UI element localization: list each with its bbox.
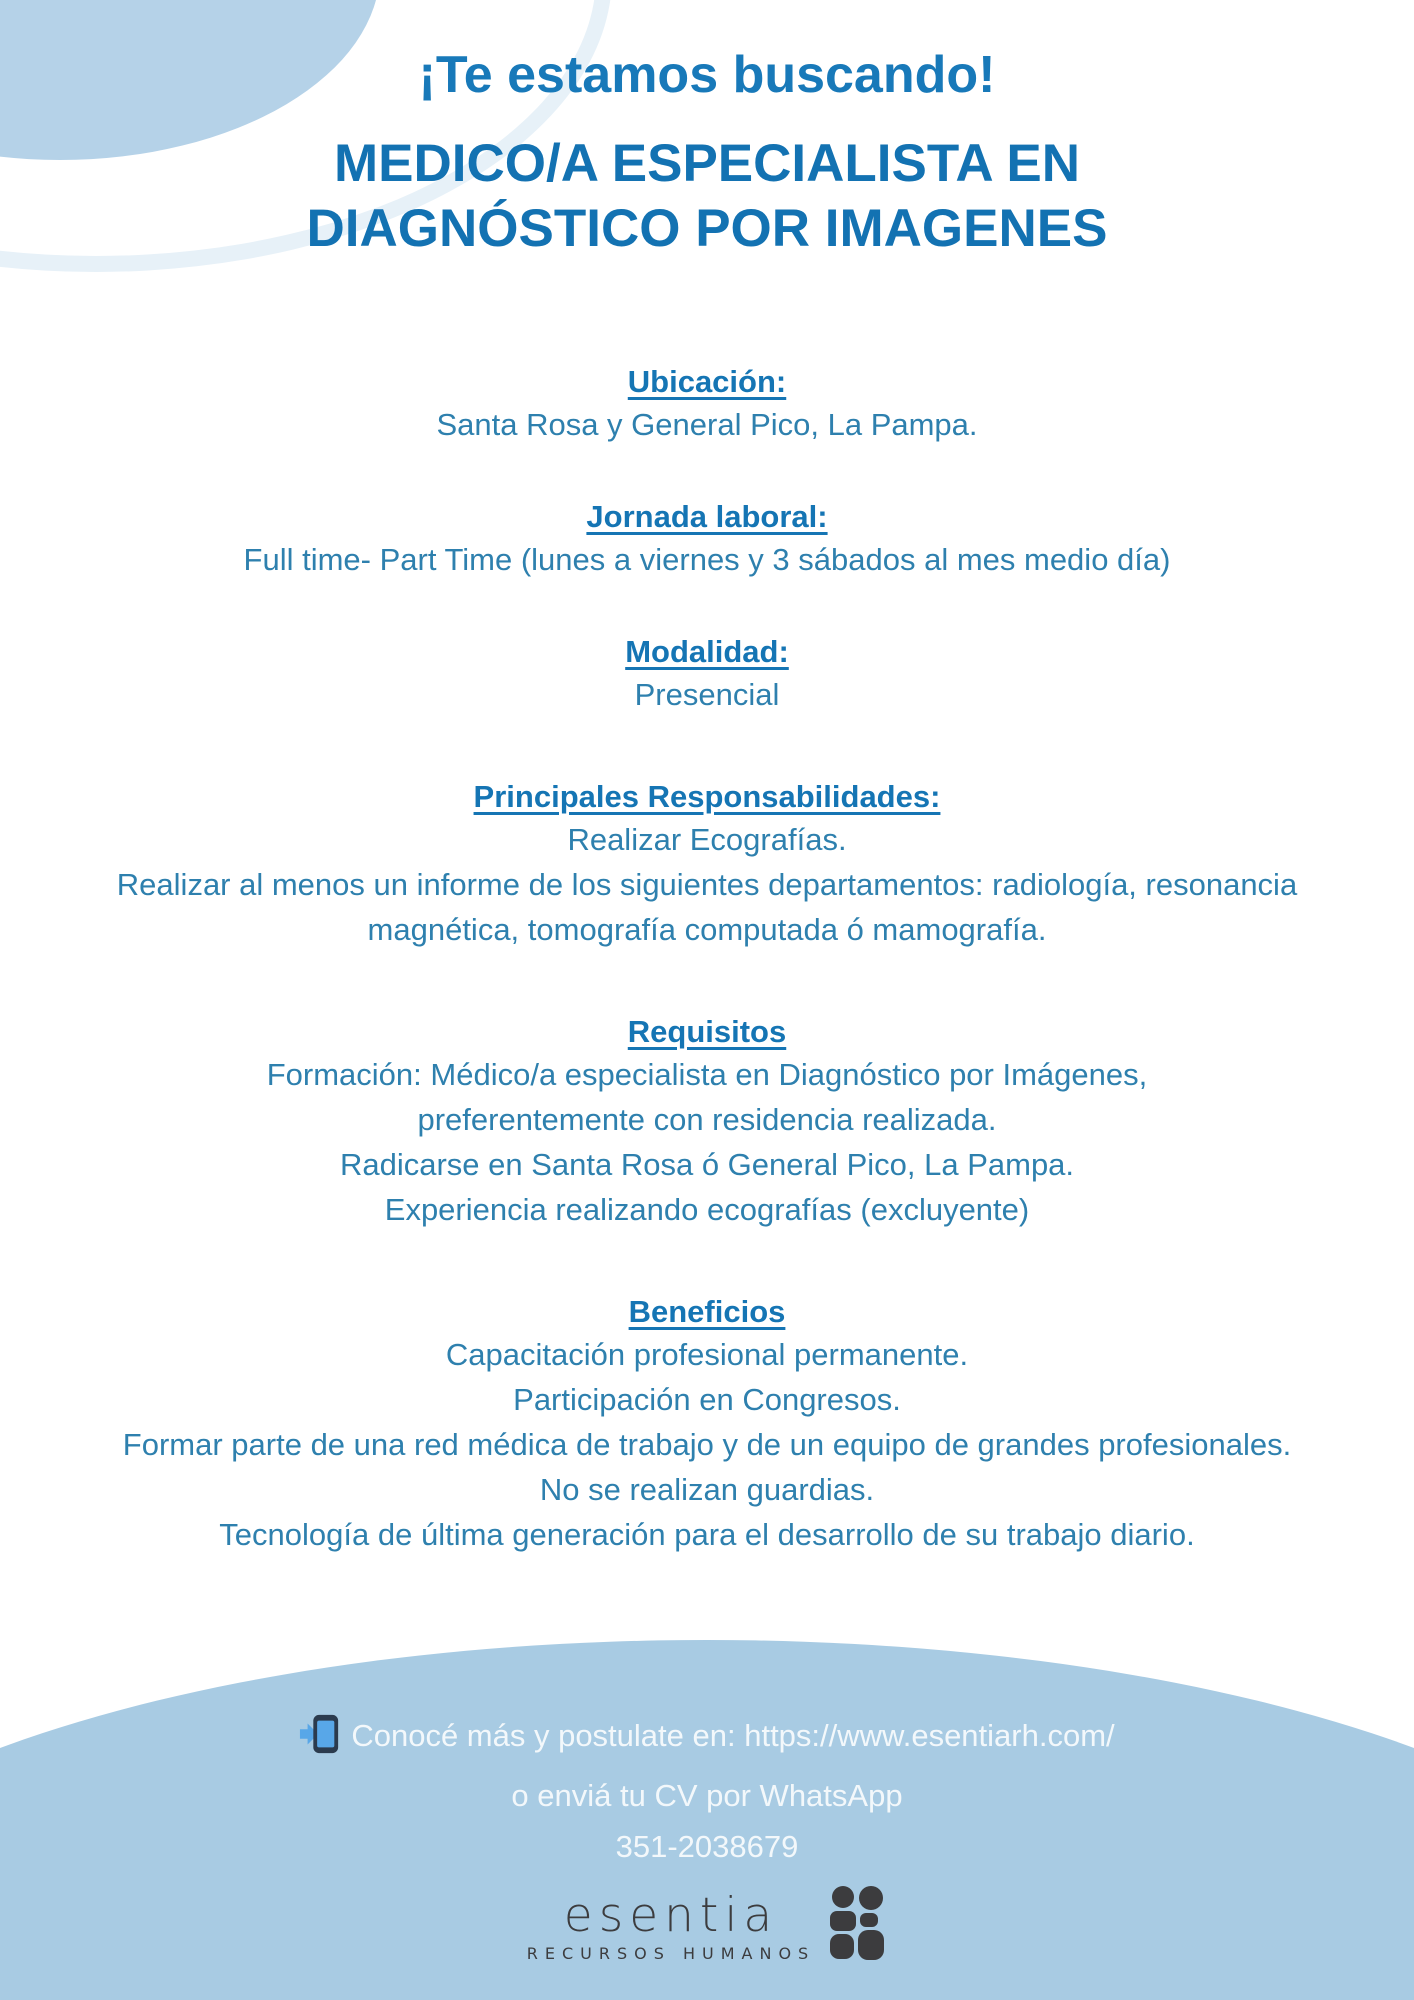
section-line: Full time- Part Time (lunes a viernes y 3 sábados al mes medio día) — [243, 541, 1171, 577]
section-jornada-laboral — [28, 497, 1386, 582]
eyebrow-title: ¡Te estamos buscando! — [418, 46, 996, 104]
section-line: Tecnología de última generación para el desarrollo de su trabajo diario. — [219, 1516, 1195, 1552]
section-heading-beneficios: Beneficios — [628, 1293, 786, 1329]
section-line: Experiencia realizando ecografías (excluyente) — [384, 1191, 1030, 1227]
section-line: Participación en Congresos. — [513, 1381, 901, 1417]
footer-apply-text: Conocé más y postulate en: — [351, 1718, 745, 1753]
section-line: preferentemente con residencia realizada. — [417, 1101, 997, 1137]
esentia-wordmark: esentia — [563, 1887, 779, 1943]
section-heading-requisitos: Requisitos — [627, 1013, 787, 1049]
section-heading-jornada: Jornada laboral: — [586, 498, 828, 534]
footer-content — [0, 1710, 1414, 1968]
section-line: Formar parte de una red médica de trabajo y de un equipo de grandes profesionales. — [122, 1426, 1292, 1462]
section-line: magnética, tomografía computada ó mamografía. — [367, 911, 1047, 947]
footer-band — [0, 1640, 1414, 2000]
section-line: Capacitación profesional permanente. — [445, 1336, 969, 1372]
esentia-tagline: RECURSOS HUMANOS — [526, 1943, 816, 1963]
esentia-people-icon — [829, 1886, 887, 1968]
section-line: Radicarse en Santa Rosa ó General Pico, La Pampa. — [339, 1146, 1075, 1182]
section-line: Presencial — [634, 676, 780, 712]
job-title-line1: MEDICO/A ESPECIALISTA EN — [334, 134, 1080, 194]
footer-whatsapp-text: o enviá tu CV por WhatsApp — [511, 1778, 903, 1813]
section-line: Santa Rosa y General Pico, La Pampa. — [436, 406, 978, 442]
section-requisitos — [28, 1012, 1386, 1232]
website-link[interactable]: https://www.esentiarh.com/ — [744, 1718, 1115, 1753]
section-heading-modalidad: Modalidad: — [625, 633, 789, 669]
job-title — [28, 132, 1386, 261]
section-modalidad — [28, 632, 1386, 717]
section-responsabilidades — [28, 777, 1386, 952]
section-heading-responsabilidades: Principales Responsabilidades: — [473, 778, 941, 814]
esentia-logo — [0, 1886, 1414, 1968]
footer-line-apply — [0, 1710, 1414, 1770]
section-line: No se realizan guardias. — [539, 1471, 875, 1507]
esentia-logo-text — [526, 1887, 816, 1963]
section-line: Realizar al menos un informe de los siguientes departamentos: radiología, resonancia — [116, 866, 1298, 902]
section-ubicacion — [28, 362, 1386, 447]
section-line: Realizar Ecografías. — [567, 821, 847, 857]
section-line: Formación: Médico/a especialista en Diagnóstico por Imágenes, — [266, 1056, 1148, 1092]
mobile-phone-arrow-icon — [299, 1713, 341, 1770]
section-heading-ubicacion: Ubicación: — [627, 363, 787, 399]
job-title-line2: DIAGNÓSTICO POR IMAGENES — [306, 199, 1108, 259]
whatsapp-number: 351-2038679 — [615, 1829, 799, 1864]
section-beneficios — [28, 1292, 1386, 1557]
